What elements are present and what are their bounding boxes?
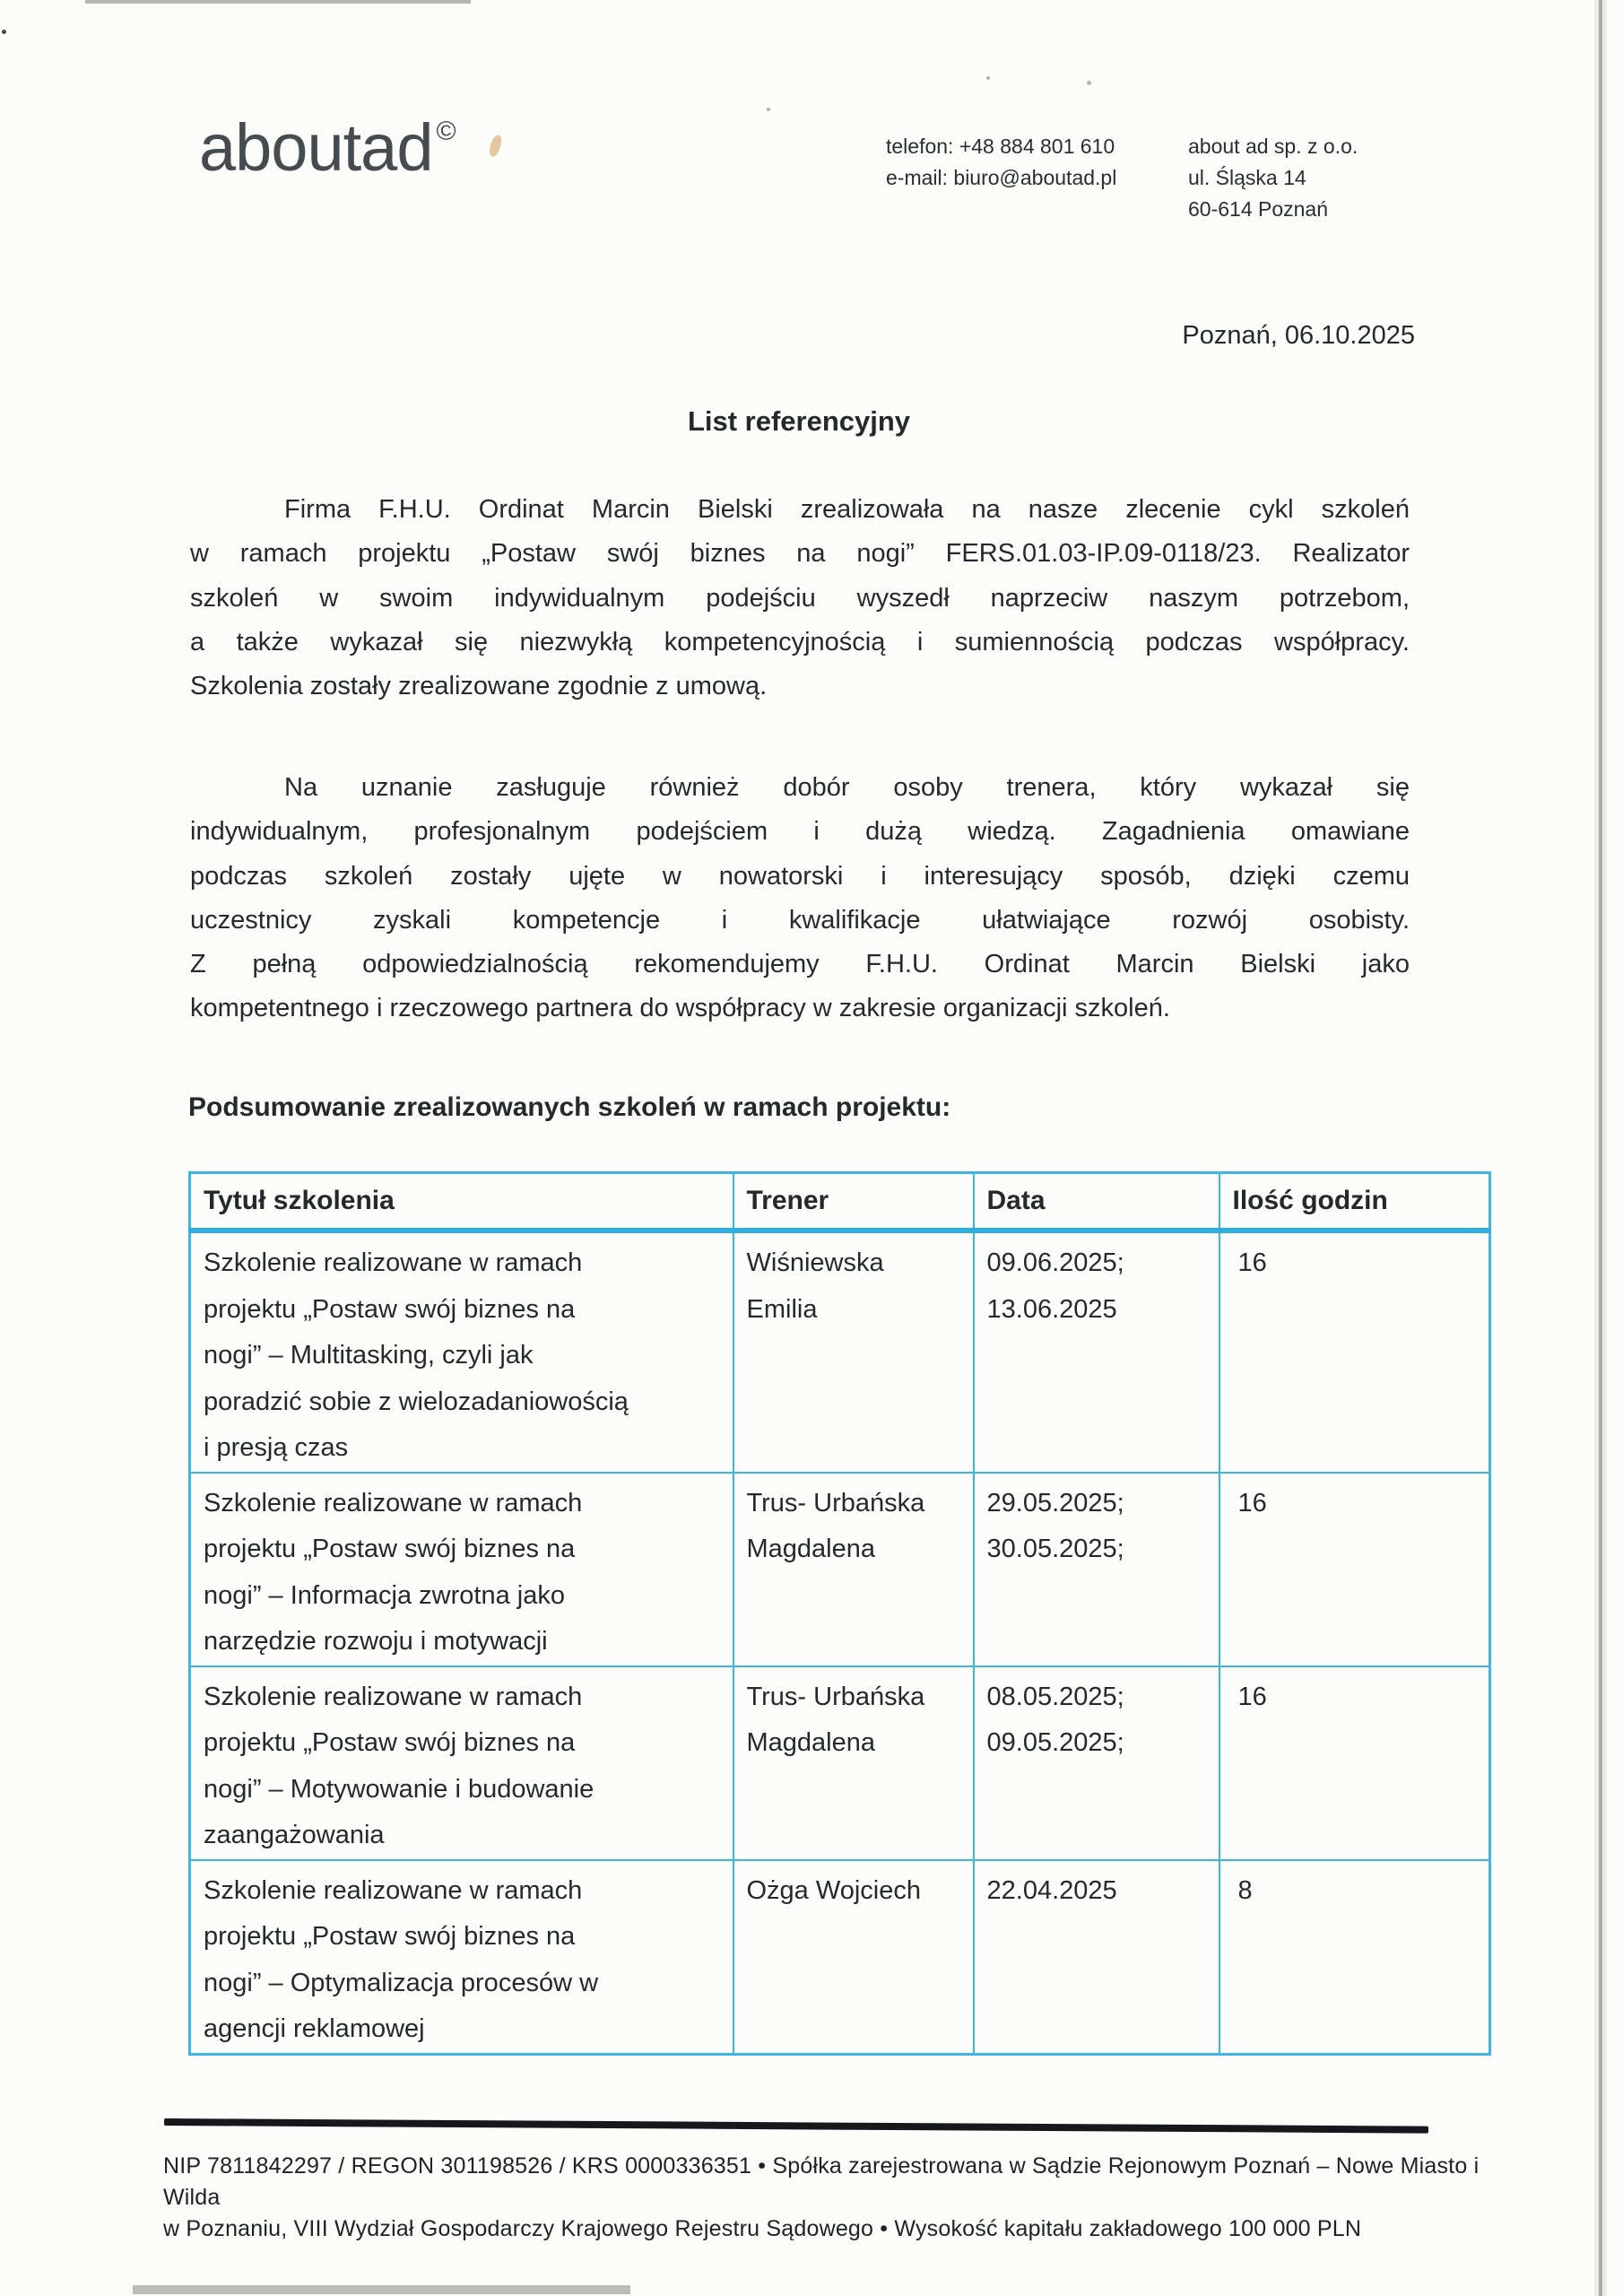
paragraph-intro: Firma F.H.U. Ordinat Marcin Bielski zrealizowała na nasze zlecenie cykl szkoleń w ramach projektu „Postaw swój biznes na nogi” FERS.01.03-IP.09-0118/23. Realizator szkoleń w swoim indywidualnym podejściu wyszedł naprzeciw naszym potrzebom, a także wykazał się niezwykłą kompetencyjnością i sumiennością podczas współpracy. Szkolenia zostały zrealizowane zgodnie z umową. <box>190 495 1410 701</box>
cell-training-title: Szkolenie realizowane w ramach projektu „Postaw swój biznes na nogi” – Optymalizacja procesów w agencji reklamowej <box>190 1860 733 2055</box>
table-header-row <box>190 1173 1490 1231</box>
cell-date: 09.06.2025; 13.06.2025 <box>974 1231 1219 1473</box>
cell-hours: 16 <box>1219 1231 1490 1473</box>
scan-artifact-orange-mark <box>488 134 503 158</box>
table-heading: Podsumowanie zrealizowanych szkoleń w ramach projektu: <box>188 1092 951 1122</box>
column-header-trainer: Trener <box>733 1173 974 1231</box>
scan-artifact-top-line <box>85 0 471 4</box>
paragraph-recommendation: Na uznanie zasługuje również dobór osoby trenera, który wykazał się indywidualnym, profesjonalnym podejściem i dużą wiedzą. Zagadnienia omawiane podczas szkoleń zostały ujęte w nowatorski i interesujący sposób, dzięki czemu uczestnicy zyskali kompetencje i kwalifikacje ułatwiające rozwój osobisty. Z pełną odpowiedzialnością rekomendujemy F.H.U. Ordinat Marcin Bielski jako kompetentnego i rzeczowego partnera do współpracy w zakresie organizacji szkoleń. <box>190 773 1410 1023</box>
place-and-date: Poznań, 06.10.2025 <box>1182 321 1415 350</box>
cell-training-title: Szkolenie realizowane w ramach projektu „Postaw swój biznes na nogi” – Multitasking, czyli jak poradzić sobie z wielozadaniowością i presją czas <box>190 1231 733 1473</box>
company-logo <box>199 110 456 196</box>
table-row <box>190 1473 1490 1666</box>
cell-hours: 8 <box>1219 1860 1490 2055</box>
column-header-hours: Ilość godzin <box>1219 1173 1490 1231</box>
footer-legal-info: NIP 7811842297 / REGON 301198526 / KRS 0000336351 • Spółka zarejestrowana w Sądzie Rejonowym Poznań – Nowe Miasto i Wilda w Poznaniu, VIII Wydział Gospodarczy Krajowego Rejestru Sądowego • Wysokość kapitału zakładowego 100 000 PLN <box>163 2153 1480 2241</box>
cell-training-title: Szkolenie realizowane w ramach projektu „Postaw swój biznes na nogi” – Informacja zwrotna jako narzędzie rozwoju i motywacji <box>190 1473 733 1666</box>
scan-speck <box>1087 81 1091 85</box>
cell-date: 29.05.2025; 30.05.2025; <box>974 1473 1219 1666</box>
scan-artifact-bottom-bar <box>133 2285 630 2294</box>
cell-training-title: Szkolenie realizowane w ramach projektu „Postaw swój biznes na nogi” – Motywowanie i budowanie zaangażowania <box>190 1666 733 1860</box>
scan-artifact-right-edge-line <box>1599 0 1602 2296</box>
scan-speck <box>986 76 990 80</box>
cell-trainer: Trus- Urbańska Magdalena <box>733 1666 974 1860</box>
cell-hours: 16 <box>1219 1666 1490 1860</box>
logo-wordmark: aboutad <box>199 110 433 185</box>
cell-trainer: Ożga Wojciech <box>733 1860 974 2055</box>
trainings-summary-table <box>188 1171 1491 2056</box>
cell-hours: 16 <box>1219 1473 1490 1666</box>
scan-speck <box>767 108 770 111</box>
company-address: about ad sp. z o.o. ul. Śląska 14 60-614 Poznań <box>1188 135 1358 221</box>
table-row <box>190 1231 1490 1473</box>
column-header-training-title: Tytuł szkolenia <box>190 1173 733 1231</box>
footer-divider-rule <box>164 2118 1428 2134</box>
cell-trainer: Wiśniewska Emilia <box>733 1231 974 1473</box>
cell-trainer: Trus- Urbańska Magdalena <box>733 1473 974 1666</box>
table-row <box>190 1860 1490 2055</box>
cell-date: 08.05.2025; 09.05.2025; <box>974 1666 1219 1860</box>
table-row <box>190 1666 1490 1860</box>
cell-date: 22.04.2025 <box>974 1860 1219 2055</box>
column-header-date: Data <box>974 1173 1219 1231</box>
contact-phone-email: telefon: +48 884 801 610 e-mail: biuro@aboutad.pl <box>886 135 1117 189</box>
document-title: List referencyjny <box>687 405 911 437</box>
scan-artifact-corner-dot <box>2 30 6 34</box>
copyright-mark: © <box>436 117 456 146</box>
